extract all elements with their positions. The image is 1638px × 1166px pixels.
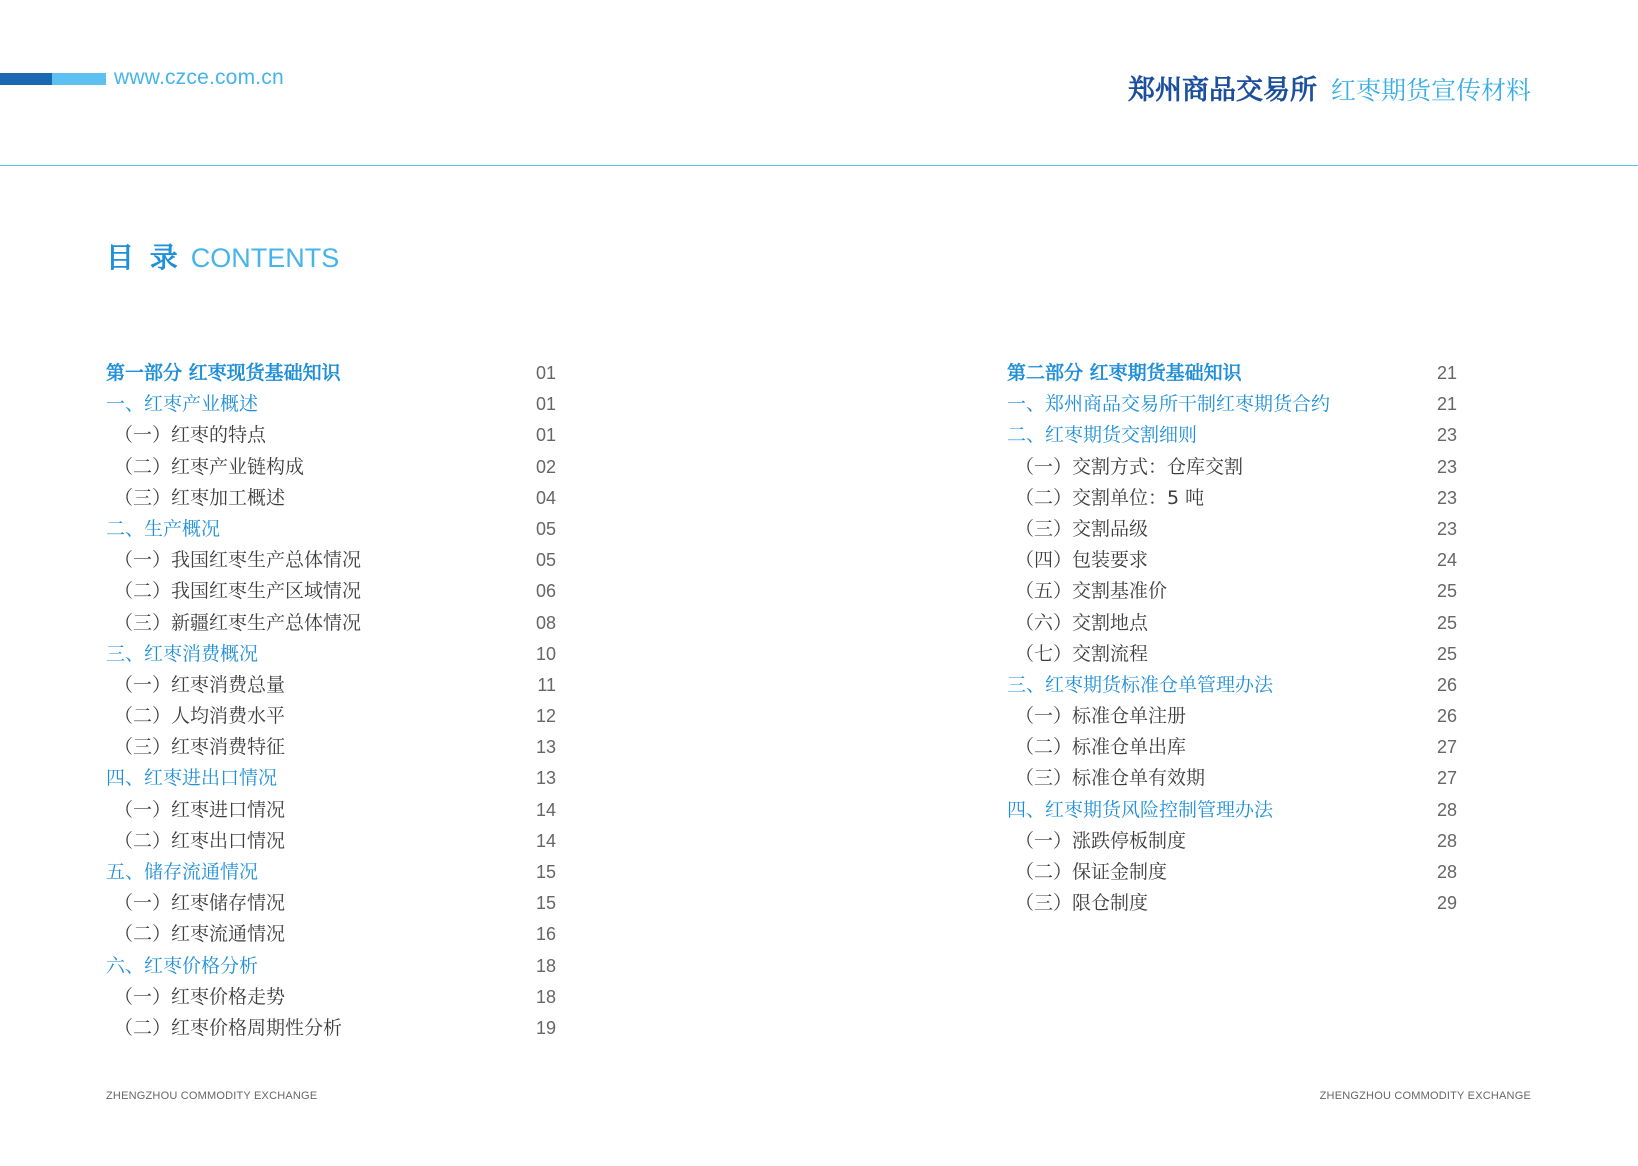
toc-entry-label: 三、红枣期货标准仓单管理办法 xyxy=(1007,673,1274,696)
toc-entry-label: 第一部分 红枣现货基础知识 xyxy=(106,362,341,384)
toc-entry-page-number: 01 xyxy=(535,394,556,415)
toc-entry-sub[interactable] xyxy=(1007,700,1457,731)
toc-entry-part[interactable] xyxy=(106,357,556,388)
toc-entry-section[interactable] xyxy=(1007,388,1457,419)
toc-entry-sub[interactable] xyxy=(106,669,556,700)
toc-entry-label: （一）涨跌停板制度 xyxy=(1015,829,1187,852)
toc-entry-page-number: 25 xyxy=(1436,581,1457,602)
toc-entry-section[interactable] xyxy=(106,638,556,669)
toc-entry-section[interactable] xyxy=(106,513,556,544)
toc-entry-page-number: 05 xyxy=(535,518,556,539)
toc-entry-sub[interactable] xyxy=(106,887,556,918)
toc-entry-sub[interactable] xyxy=(1007,731,1457,762)
toc-entry-sub[interactable] xyxy=(106,451,556,482)
toc-entry-page-number: 19 xyxy=(535,1017,556,1038)
toc-entry-label: （三）限仓制度 xyxy=(1015,892,1149,915)
toc-entry-sub[interactable] xyxy=(1007,825,1457,856)
toc-entry-page-number: 04 xyxy=(535,487,556,508)
toc-entry-label: （七）交割流程 xyxy=(1015,642,1149,665)
toc-entry-section[interactable] xyxy=(106,950,556,981)
toc-entry-sub[interactable] xyxy=(1007,607,1457,638)
toc-entry-sub[interactable] xyxy=(106,544,556,575)
toc-entry-sub[interactable] xyxy=(1007,513,1457,544)
toc-entry-label: （一）我国红枣生产总体情况 xyxy=(114,549,362,572)
toc-entry-sub[interactable] xyxy=(106,825,556,856)
toc-entry-sub[interactable] xyxy=(1007,762,1457,793)
toc-entry-page-number: 15 xyxy=(535,862,556,882)
toc-entry-label: 一、红枣产业概述 xyxy=(106,393,259,416)
toc-entry-page-number: 05 xyxy=(535,550,556,571)
toc-entry-label: 二、生产概况 xyxy=(106,517,221,540)
toc-entry-label: （二）人均消费水平 xyxy=(114,705,286,728)
toc-entry-sub[interactable] xyxy=(106,419,556,450)
toc-entry-page-number: 24 xyxy=(1436,550,1457,571)
toc-entry-page-number: 08 xyxy=(535,612,556,633)
toc-entry-page-number: 10 xyxy=(535,643,556,664)
header-divider xyxy=(0,165,1638,166)
toc-entry-page-number: 21 xyxy=(1436,394,1457,415)
toc-entry-label: （一）标准仓单注册 xyxy=(1015,705,1187,728)
toc-entry-page-number: 02 xyxy=(535,456,556,477)
toc-entry-page-number: 26 xyxy=(1436,706,1457,727)
toc-entry-label: （六）交割地点 xyxy=(1015,611,1149,634)
toc-entry-page-number: 23 xyxy=(1436,487,1457,508)
toc-entry-label: （二）我国红枣生产区域情况 xyxy=(114,580,362,603)
toc-entry-page-number: 28 xyxy=(1436,862,1457,882)
toc-entry-page-number: 16 xyxy=(535,924,556,945)
brand-logo xyxy=(1128,68,1531,107)
toc-entry-sub[interactable] xyxy=(106,1012,556,1043)
toc-entry-sub[interactable] xyxy=(106,918,556,949)
toc-entry-label: （一）红枣的特点 xyxy=(114,424,267,447)
toc-entry-label: （二）标准仓单出库 xyxy=(1015,736,1187,759)
header-accent-bar-light xyxy=(52,73,106,85)
toc-entry-label: （二）红枣产业链构成 xyxy=(114,455,305,478)
toc-entry-page-number: 13 xyxy=(535,768,556,789)
toc-entry-page-number: 13 xyxy=(535,737,556,758)
toc-entry-section[interactable] xyxy=(1007,794,1457,825)
toc-entry-page-number: 06 xyxy=(535,581,556,602)
header-url-link[interactable]: www.czce.com.cn xyxy=(114,66,284,89)
toc-entry-page-number: 23 xyxy=(1436,456,1457,477)
toc-entry-sub[interactable] xyxy=(1007,544,1457,575)
toc-entry-label: （二）红枣价格周期性分析 xyxy=(114,1016,343,1039)
toc-entry-page-number: 01 xyxy=(535,425,556,446)
toc-entry-page-number: 23 xyxy=(1436,518,1457,539)
toc-entry-page-number: 14 xyxy=(535,799,556,820)
header-accent-bar-dark xyxy=(0,73,52,85)
toc-entry-section[interactable] xyxy=(1007,669,1457,700)
toc-entry-sub[interactable] xyxy=(106,700,556,731)
toc-entry-sub[interactable] xyxy=(106,575,556,606)
toc-entry-page-number: 29 xyxy=(1436,893,1457,914)
toc-column-left xyxy=(106,357,556,1043)
toc-entry-label: （四）包装要求 xyxy=(1015,549,1149,572)
toc-entry-sub[interactable] xyxy=(106,794,556,825)
toc-entry-label: 四、红枣期货风险控制管理办法 xyxy=(1007,798,1274,821)
toc-entry-sub[interactable] xyxy=(1007,856,1457,887)
toc-entry-sub[interactable] xyxy=(106,482,556,513)
toc-entry-label: 三、红枣消费概况 xyxy=(106,642,259,665)
toc-entry-page-number: 18 xyxy=(535,986,556,1007)
toc-entry-page-number: 25 xyxy=(1436,612,1457,633)
toc-entry-page-number: 12 xyxy=(535,706,556,727)
toc-entry-label: （三）标准仓单有效期 xyxy=(1015,767,1206,790)
toc-entry-section[interactable] xyxy=(1007,419,1457,450)
toc-entry-page-number: 23 xyxy=(1436,425,1457,446)
toc-entry-page-number: 27 xyxy=(1436,768,1457,789)
toc-entry-label: （一）红枣进口情况 xyxy=(114,798,286,821)
toc-entry-label: 一、郑州商品交易所干制红枣期货合约 xyxy=(1007,393,1331,416)
toc-title-cn: 目 录 xyxy=(106,241,181,274)
toc-entry-label: （一）红枣消费总量 xyxy=(114,673,286,696)
toc-entry-page-number: 01 xyxy=(535,363,556,383)
toc-entry-label: 六、红枣价格分析 xyxy=(106,954,259,977)
toc-entry-label: 四、红枣进出口情况 xyxy=(106,767,278,790)
toc-entry-page-number: 18 xyxy=(535,955,556,976)
toc-entry-page-number: 14 xyxy=(535,830,556,851)
toc-entry-sub[interactable] xyxy=(106,981,556,1012)
toc-entry-sub[interactable] xyxy=(106,607,556,638)
toc-entry-page-number: 21 xyxy=(1436,363,1457,383)
toc-entry-page-number: 27 xyxy=(1436,737,1457,758)
toc-entry-label: （五）交割基准价 xyxy=(1015,580,1168,603)
toc-entry-section[interactable] xyxy=(106,388,556,419)
toc-entry-label: （三）红枣消费特征 xyxy=(114,736,286,759)
toc-entry-label: （二）红枣出口情况 xyxy=(114,829,286,852)
footer-left-text: ZHENGZHOU COMMODITY EXCHANGE xyxy=(106,1090,318,1102)
toc-entry-label: 二、红枣期货交割细则 xyxy=(1007,424,1198,447)
toc-entry-sub[interactable] xyxy=(1007,887,1457,918)
toc-entry-label: （三）红枣加工概述 xyxy=(114,486,286,509)
toc-column-right xyxy=(1007,357,1457,918)
toc-entry-label: （三）新疆红枣生产总体情况 xyxy=(114,611,362,634)
toc-entry-page-number: 11 xyxy=(537,674,556,695)
brand-subtitle: 红枣期货宣传材料 xyxy=(1330,76,1531,105)
toc-entry-sub[interactable] xyxy=(106,731,556,762)
toc-entry-label: 五、储存流通情况 xyxy=(106,861,259,883)
toc-entry-page-number: 15 xyxy=(535,893,556,914)
toc-entry-sub[interactable] xyxy=(1007,638,1457,669)
toc-title-en: CONTENTS xyxy=(190,243,340,273)
toc-entry-page-number: 25 xyxy=(1436,643,1457,664)
toc-entry-sub[interactable] xyxy=(1007,451,1457,482)
toc-entry-label: （二）红枣流通情况 xyxy=(114,923,286,946)
toc-entry-part[interactable] xyxy=(1007,357,1457,388)
toc-entry-label: 第二部分 红枣期货基础知识 xyxy=(1007,362,1242,384)
footer-right-text: ZHENGZHOU COMMODITY EXCHANGE xyxy=(1319,1090,1531,1102)
toc-entry-label: （二）交割单位：5 吨 xyxy=(1015,486,1205,509)
toc-entry-page-number: 26 xyxy=(1436,674,1457,695)
toc-entry-label: （一）交割方式：仓库交割 xyxy=(1015,455,1244,478)
toc-entry-label: （一）红枣价格走势 xyxy=(114,985,286,1008)
toc-entry-page-number: 28 xyxy=(1436,830,1457,851)
toc-entry-label: （三）交割品级 xyxy=(1015,517,1149,540)
toc-entry-label: （一）红枣储存情况 xyxy=(114,892,286,915)
brand-name: 郑州商品交易所 xyxy=(1127,75,1317,106)
toc-entry-section[interactable] xyxy=(106,762,556,793)
toc-entry-page-number: 28 xyxy=(1436,799,1457,820)
toc-entry-section[interactable] xyxy=(106,856,556,887)
toc-heading xyxy=(106,236,339,276)
toc-entry-label: （二）保证金制度 xyxy=(1015,861,1168,883)
toc-entry-sub[interactable] xyxy=(1007,482,1457,513)
toc-entry-sub[interactable] xyxy=(1007,575,1457,606)
